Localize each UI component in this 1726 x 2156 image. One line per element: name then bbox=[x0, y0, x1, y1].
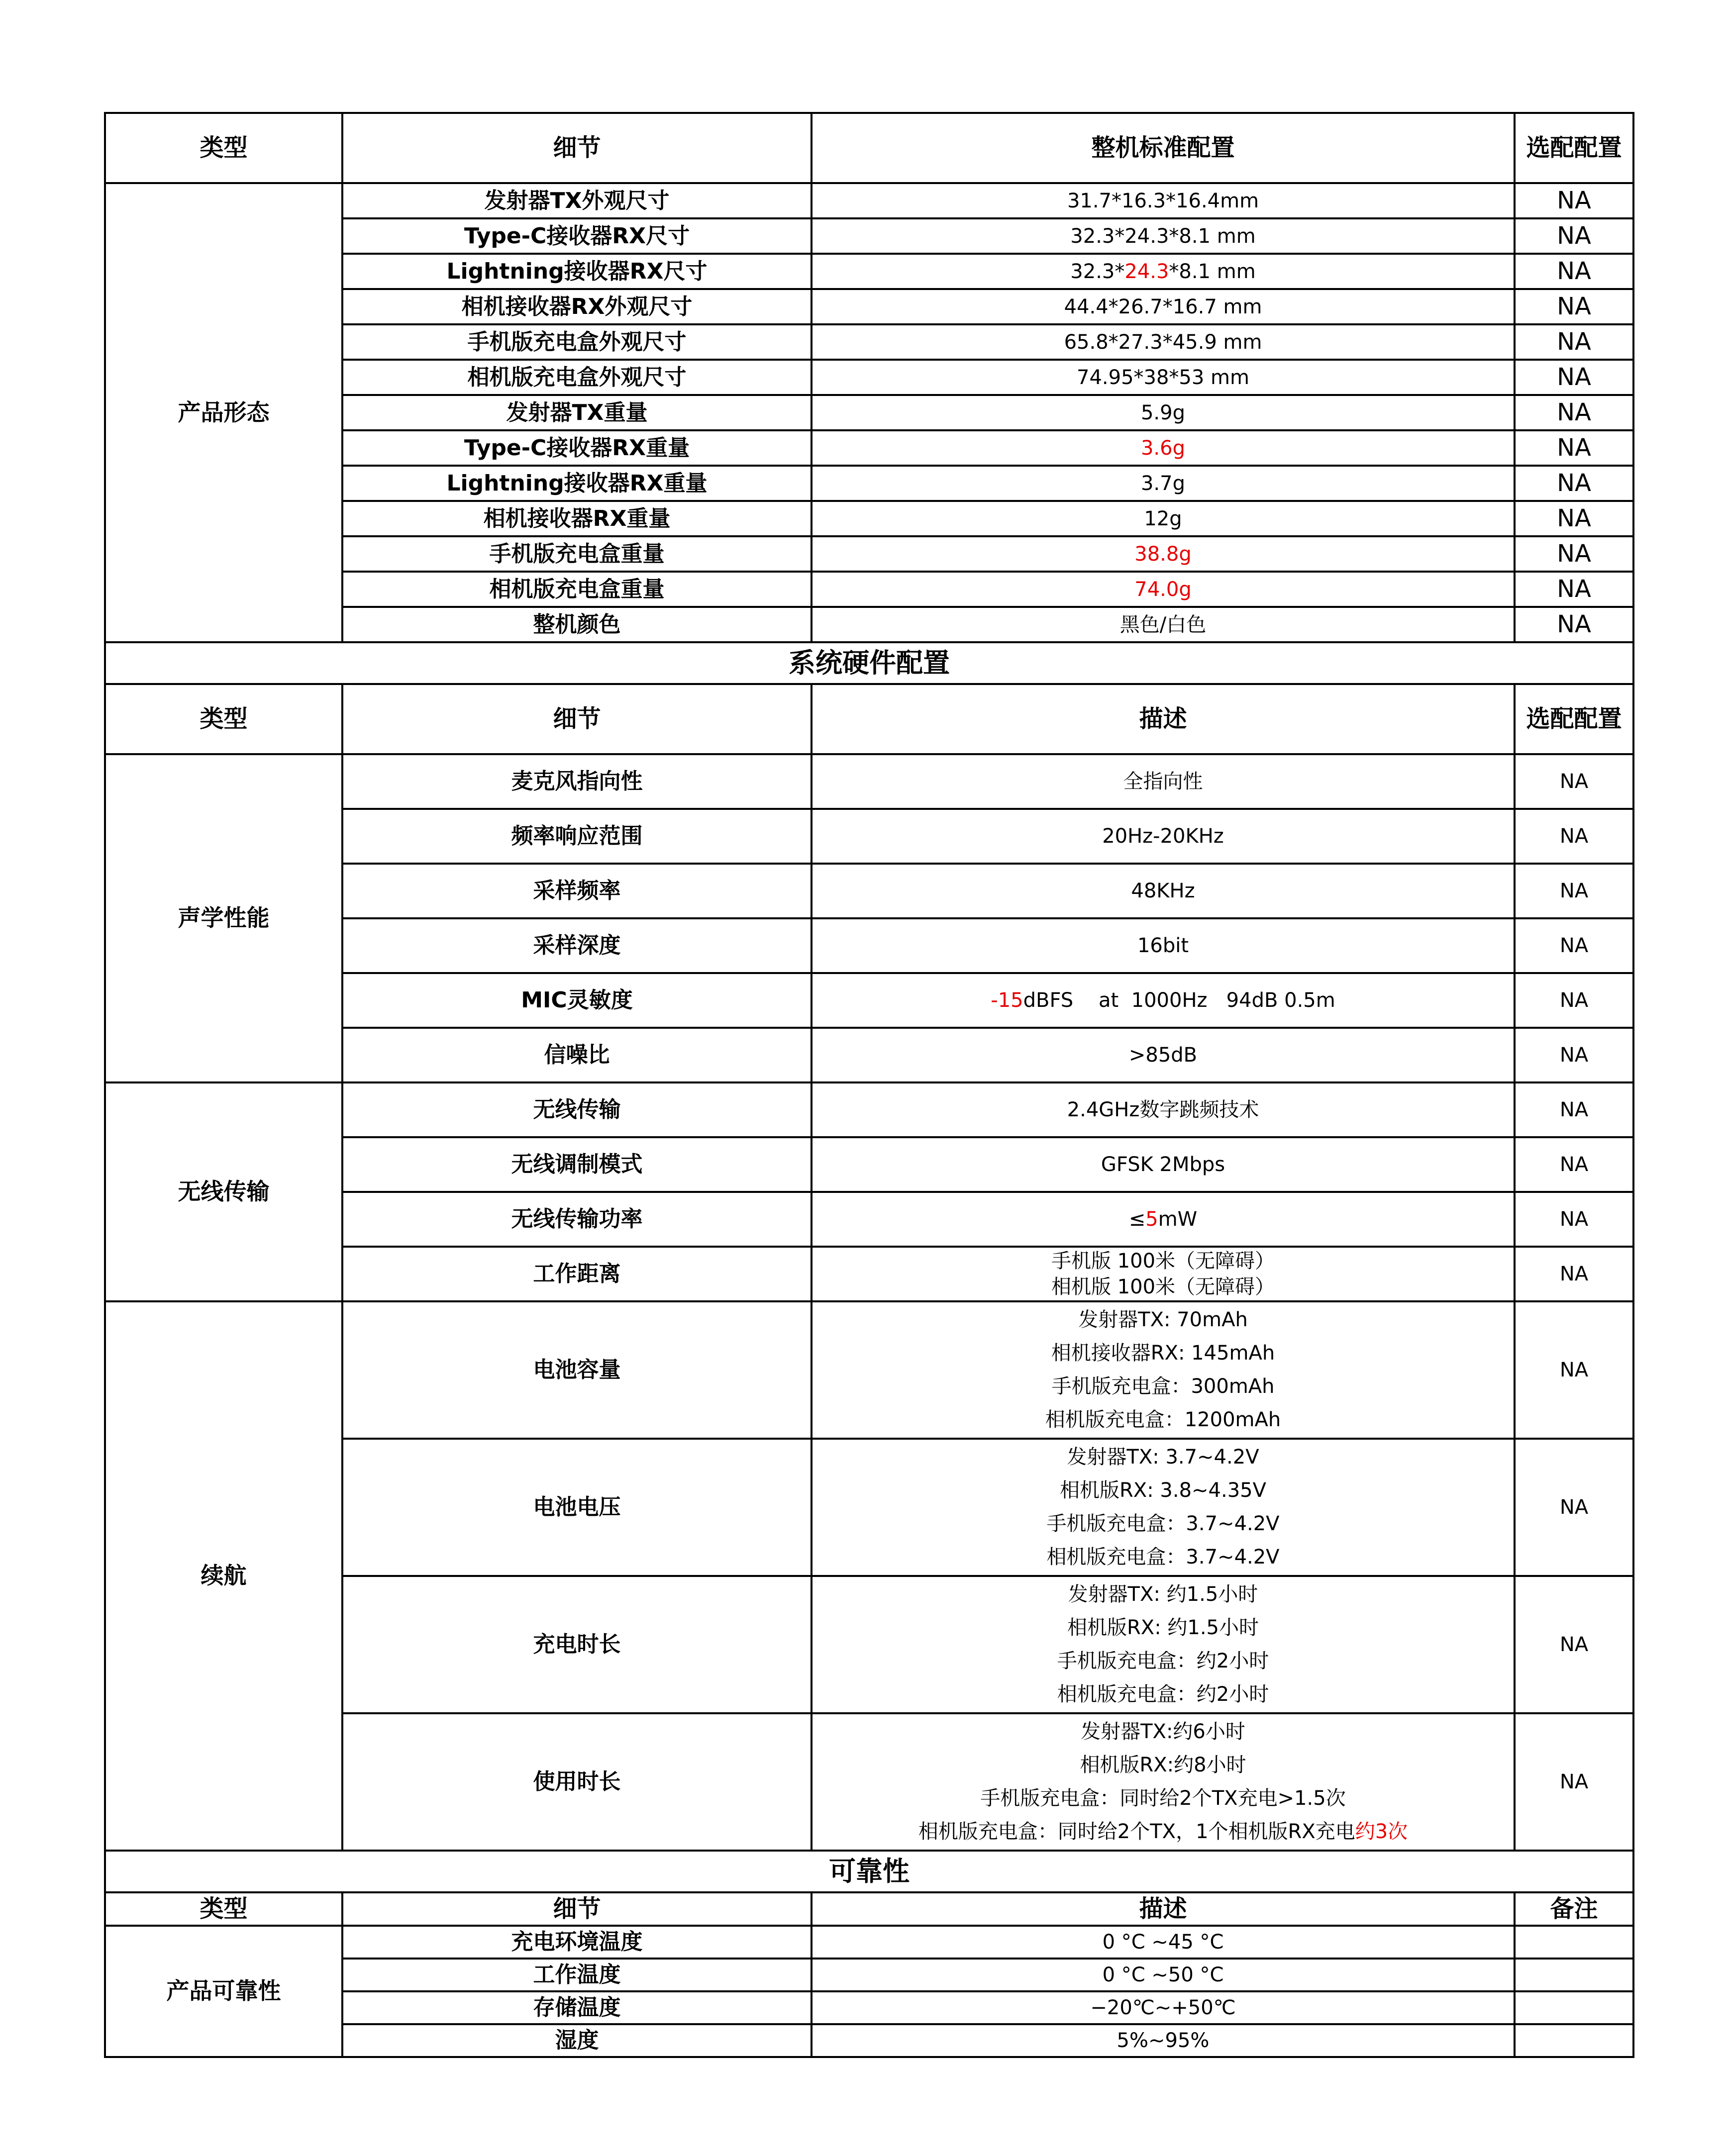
detail-cell: Type-C接收器RX尺寸 bbox=[342, 218, 812, 254]
value-cell: 12g bbox=[812, 501, 1515, 536]
detail-cell: 采样深度 bbox=[342, 918, 812, 973]
value-line: 相机版RX:约8小时 bbox=[1080, 1754, 1246, 1776]
option-cell: NA bbox=[1515, 395, 1633, 430]
header-description: 描述 bbox=[812, 684, 1515, 754]
value-line: 发射器TX: 3.7~4.2V bbox=[1067, 1446, 1259, 1469]
section-title-row bbox=[105, 642, 1633, 684]
value-line: 相机版充电盒：1200mAh bbox=[1045, 1408, 1281, 1431]
option-cell: NA bbox=[1515, 1082, 1633, 1137]
section-title-row bbox=[105, 1851, 1633, 1892]
spec-table bbox=[104, 112, 1634, 2058]
value-line: 手机版充电盒：同时给2个TX充电>1.5次 bbox=[980, 1787, 1346, 1810]
value-cell bbox=[812, 254, 1515, 289]
value-highlight: -15 bbox=[991, 989, 1023, 1012]
value-line: 手机版充电盒：3.7~4.2V bbox=[1046, 1512, 1280, 1535]
option-cell: NA bbox=[1515, 918, 1633, 973]
value-line: 发射器TX: 70mAh bbox=[1078, 1308, 1248, 1331]
header-row bbox=[105, 1892, 1633, 1926]
value-cell: 2.4GHz数字跳频技术 bbox=[812, 1082, 1515, 1137]
detail-cell: Lightning接收器RX重量 bbox=[342, 466, 812, 501]
header-description: 描述 bbox=[812, 1892, 1515, 1926]
table-row bbox=[105, 754, 1633, 809]
value-text: dBFS at 1000Hz 94dB 0.5m bbox=[1023, 989, 1335, 1012]
detail-cell: MIC灵敏度 bbox=[342, 973, 812, 1028]
detail-cell: 相机接收器RX外观尺寸 bbox=[342, 289, 812, 324]
value-cell: 32.3*24.3*8.1 mm bbox=[812, 218, 1515, 254]
option-cell: NA bbox=[1515, 183, 1633, 218]
option-cell: NA bbox=[1515, 864, 1633, 918]
option-cell: NA bbox=[1515, 572, 1633, 607]
category-wireless: 无线传输 bbox=[105, 1082, 342, 1301]
detail-cell: 工作温度 bbox=[342, 1959, 812, 1991]
detail-cell: 无线传输 bbox=[342, 1082, 812, 1137]
detail-cell: 频率响应范围 bbox=[342, 809, 812, 864]
value-highlight: 24.3 bbox=[1124, 260, 1169, 283]
remark-cell bbox=[1515, 1991, 1633, 2024]
value-cell: 16bit bbox=[812, 918, 1515, 973]
detail-cell: 电池电压 bbox=[342, 1439, 812, 1576]
header-row bbox=[105, 684, 1633, 754]
header-type: 类型 bbox=[105, 113, 342, 183]
value-cell bbox=[812, 1192, 1515, 1247]
value-text: 相机版充电盒：同时给2个TX，1个相机版RX充电 bbox=[918, 1820, 1355, 1843]
value-cell: >85dB bbox=[812, 1028, 1515, 1082]
option-cell: NA bbox=[1515, 289, 1633, 324]
value-line: 手机版充电盒：约2小时 bbox=[1057, 1650, 1269, 1672]
value-text: *8.1 mm bbox=[1169, 260, 1256, 283]
value-cell: 3.6g bbox=[812, 430, 1515, 466]
option-cell: NA bbox=[1515, 536, 1633, 572]
value-line: 相机版充电盒：3.7~4.2V bbox=[1046, 1546, 1280, 1568]
value-cell bbox=[812, 973, 1515, 1028]
value-cell: 65.8*27.3*45.9 mm bbox=[812, 324, 1515, 360]
detail-cell: 发射器TX重量 bbox=[342, 395, 812, 430]
value-cell: 黑色/白色 bbox=[812, 607, 1515, 642]
option-cell: NA bbox=[1515, 607, 1633, 642]
value-cell: 20Hz-20KHz bbox=[812, 809, 1515, 864]
value-cell: 48KHz bbox=[812, 864, 1515, 918]
option-cell: NA bbox=[1515, 1439, 1633, 1576]
category-acoustic: 声学性能 bbox=[105, 754, 342, 1082]
detail-cell: 存储温度 bbox=[342, 1991, 812, 2024]
value-line: 相机版RX: 3.8~4.35V bbox=[1060, 1479, 1266, 1502]
value-cell: 5.9g bbox=[812, 395, 1515, 430]
detail-cell: 充电时长 bbox=[342, 1576, 812, 1713]
value-text: 32.3* bbox=[1070, 260, 1125, 283]
remark-cell bbox=[1515, 1959, 1633, 1991]
table-row bbox=[105, 1301, 1633, 1439]
header-remarks: 备注 bbox=[1515, 1892, 1633, 1926]
section-title-reliability: 可靠性 bbox=[105, 1851, 1633, 1892]
option-cell: NA bbox=[1515, 809, 1633, 864]
option-cell: NA bbox=[1515, 254, 1633, 289]
detail-cell: 手机版充电盒外观尺寸 bbox=[342, 324, 812, 360]
value-cell bbox=[812, 1576, 1515, 1713]
detail-cell: 工作距离 bbox=[342, 1247, 812, 1301]
option-cell: NA bbox=[1515, 1301, 1633, 1439]
option-cell: NA bbox=[1515, 360, 1633, 395]
category-product-form: 产品形态 bbox=[105, 183, 342, 642]
value-cell: 44.4*26.7*16.7 mm bbox=[812, 289, 1515, 324]
value-highlight: 5 bbox=[1145, 1208, 1158, 1231]
value-line: 手机版 100米（无障碍） bbox=[1051, 1250, 1275, 1273]
detail-cell: 发射器TX外观尺寸 bbox=[342, 183, 812, 218]
detail-cell: 信噪比 bbox=[342, 1028, 812, 1082]
header-type: 类型 bbox=[105, 1892, 342, 1926]
detail-cell: 无线调制模式 bbox=[342, 1137, 812, 1192]
category-reliability: 产品可靠性 bbox=[105, 1926, 342, 2057]
option-cell: NA bbox=[1515, 430, 1633, 466]
category-battery-life: 续航 bbox=[105, 1301, 342, 1851]
value-line: 发射器TX:约6小时 bbox=[1081, 1720, 1245, 1743]
header-detail: 细节 bbox=[342, 113, 812, 183]
value-cell: −20℃~+50℃ bbox=[812, 1991, 1515, 2024]
header-detail: 细节 bbox=[342, 1892, 812, 1926]
detail-cell: 电池容量 bbox=[342, 1301, 812, 1439]
table-row bbox=[105, 1082, 1633, 1137]
detail-cell: 相机版充电盒外观尺寸 bbox=[342, 360, 812, 395]
value-line: 发射器TX: 约1.5小时 bbox=[1068, 1583, 1258, 1606]
value-cell: 38.8g bbox=[812, 536, 1515, 572]
section-title-hardware: 系统硬件配置 bbox=[105, 642, 1633, 684]
header-standard-config: 整机标准配置 bbox=[812, 113, 1515, 183]
option-cell: NA bbox=[1515, 1713, 1633, 1851]
value-line bbox=[812, 1815, 1514, 1849]
value-line: 相机版 100米（无障碍） bbox=[1051, 1275, 1275, 1298]
value-cell bbox=[812, 1301, 1515, 1439]
spec-sheet bbox=[104, 112, 1632, 2058]
detail-cell: 湿度 bbox=[342, 2024, 812, 2057]
value-cell: 0 °C ~50 °C bbox=[812, 1959, 1515, 1991]
option-cell: NA bbox=[1515, 1137, 1633, 1192]
option-cell: NA bbox=[1515, 466, 1633, 501]
value-line: 手机版充电盒：300mAh bbox=[1051, 1375, 1275, 1398]
option-cell: NA bbox=[1515, 1247, 1633, 1301]
value-text: mW bbox=[1158, 1208, 1198, 1231]
value-line: 相机版RX: 约1.5小时 bbox=[1067, 1616, 1259, 1639]
value-cell: 74.95*38*53 mm bbox=[812, 360, 1515, 395]
remark-cell bbox=[1515, 1926, 1633, 1959]
detail-cell: Lightning接收器RX尺寸 bbox=[342, 254, 812, 289]
value-cell: GFSK 2Mbps bbox=[812, 1137, 1515, 1192]
table-row bbox=[105, 1926, 1633, 1959]
detail-cell: 整机颜色 bbox=[342, 607, 812, 642]
value-cell bbox=[812, 1439, 1515, 1576]
header-row bbox=[105, 113, 1633, 183]
option-cell: NA bbox=[1515, 754, 1633, 809]
value-highlight: 约3次 bbox=[1355, 1820, 1408, 1843]
value-text: ≤ bbox=[1128, 1208, 1146, 1231]
value-cell: 31.7*16.3*16.4mm bbox=[812, 183, 1515, 218]
option-cell: NA bbox=[1515, 324, 1633, 360]
remark-cell bbox=[1515, 2024, 1633, 2057]
value-cell bbox=[812, 1713, 1515, 1851]
detail-cell: Type-C接收器RX重量 bbox=[342, 430, 812, 466]
option-cell: NA bbox=[1515, 1576, 1633, 1713]
option-cell: NA bbox=[1515, 973, 1633, 1028]
option-cell: NA bbox=[1515, 1192, 1633, 1247]
value-cell: 0 °C ~45 °C bbox=[812, 1926, 1515, 1959]
header-optional-config: 选配配置 bbox=[1515, 113, 1633, 183]
value-line: 相机接收器RX: 145mAh bbox=[1051, 1342, 1275, 1365]
option-cell: NA bbox=[1515, 1028, 1633, 1082]
value-line: 相机版充电盒：约2小时 bbox=[1057, 1683, 1269, 1706]
value-cell: 5%~95% bbox=[812, 2024, 1515, 2057]
value-cell: 3.7g bbox=[812, 466, 1515, 501]
detail-cell: 相机接收器RX重量 bbox=[342, 501, 812, 536]
detail-cell: 无线传输功率 bbox=[342, 1192, 812, 1247]
option-cell: NA bbox=[1515, 501, 1633, 536]
option-cell: NA bbox=[1515, 218, 1633, 254]
detail-cell: 充电环境温度 bbox=[342, 1926, 812, 1959]
value-cell: 74.0g bbox=[812, 572, 1515, 607]
value-cell: 全指向性 bbox=[812, 754, 1515, 809]
header-type: 类型 bbox=[105, 684, 342, 754]
detail-cell: 使用时长 bbox=[342, 1713, 812, 1851]
detail-cell: 采样频率 bbox=[342, 864, 812, 918]
header-detail: 细节 bbox=[342, 684, 812, 754]
header-optional-config: 选配配置 bbox=[1515, 684, 1633, 754]
detail-cell: 相机版充电盒重量 bbox=[342, 572, 812, 607]
table-row bbox=[105, 183, 1633, 218]
detail-cell: 麦克风指向性 bbox=[342, 754, 812, 809]
detail-cell: 手机版充电盒重量 bbox=[342, 536, 812, 572]
value-cell bbox=[812, 1247, 1515, 1301]
